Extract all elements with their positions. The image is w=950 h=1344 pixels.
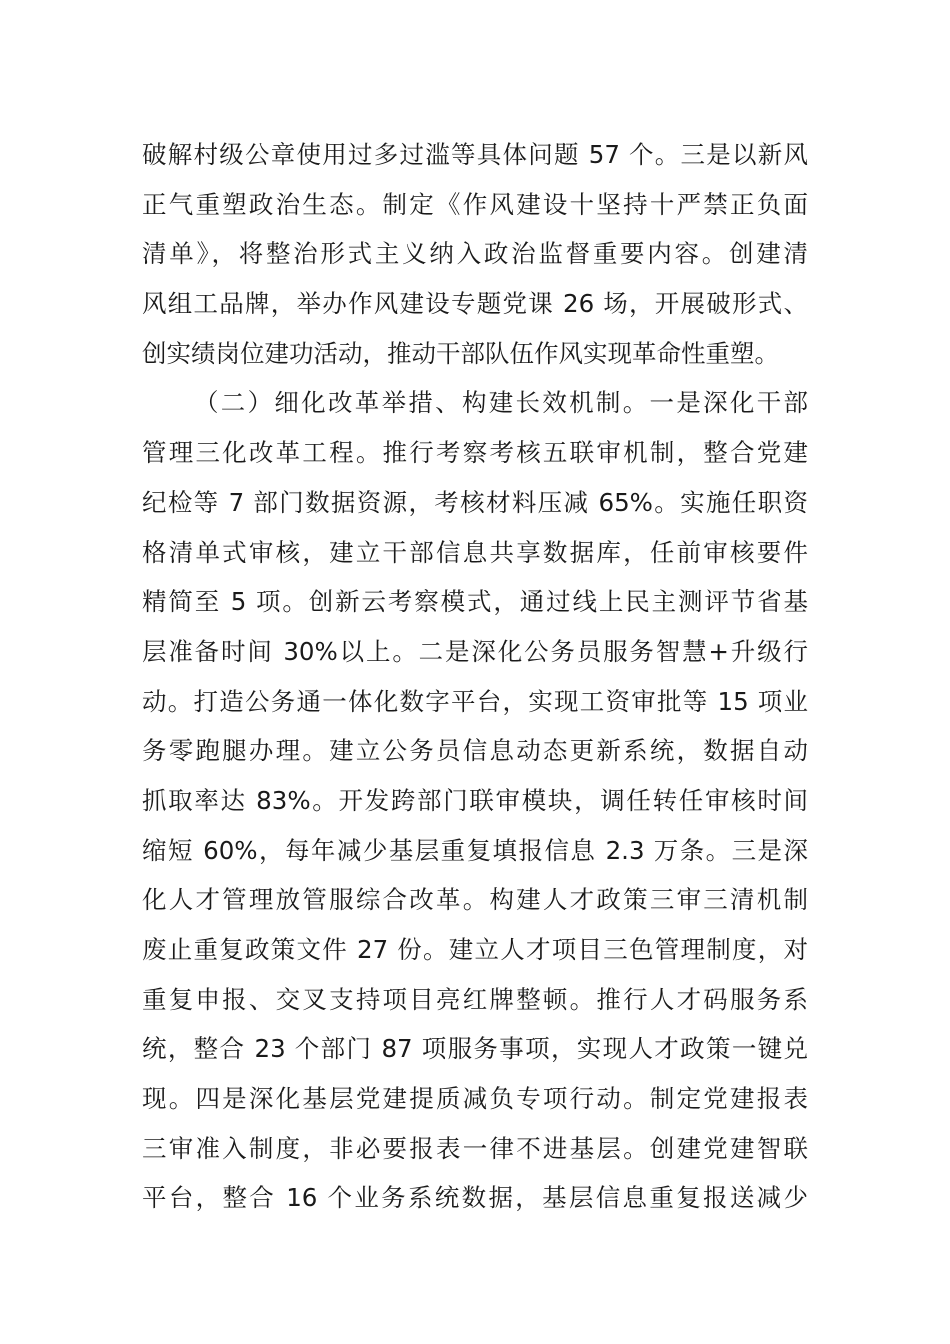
text-line: 缩短 60%，每年减少基层重复填报信息 2.3 万条。三是深 [142, 835, 808, 865]
text-line: 三审准入制度，非必要报表一律不进基层。创建党建智联 [142, 1133, 808, 1163]
body-text [142, 130, 808, 1223]
text-line: 重复申报、交叉支持项目亮红牌整顿。推行人才码服务系 [142, 984, 808, 1014]
text-line: 纪检等 7 部门数据资源，考核材料压减 65%。实施任职资 [142, 487, 808, 517]
text-line: 精简至 5 项。创新云考察模式，通过线上民主测评节省基 [142, 587, 808, 617]
text-line: 层准备时间 30%以上。二是深化公务员服务智慧+升级行 [142, 636, 808, 666]
section-heading-line: （二）细化改革举措、构建长效机制。一是深化干部 [194, 388, 808, 418]
text-line: 格清单式审核，建立干部信息共享数据库，任前审核要件 [142, 537, 808, 567]
text-line: 务零跑腿办理。建立公务员信息动态更新系统，数据自动 [142, 736, 808, 766]
text-line: 创实绩岗位建功活动，推动干部队伍作风实现革命性重塑。 [142, 338, 779, 368]
text-line: 管理三化改革工程。推行考察考核五联审机制，整合党建 [142, 438, 808, 468]
text-line: 清单》，将整治形式主义纳入政治监督重要内容。创建清 [142, 239, 808, 269]
text-line: 破解村级公章使用过多过滥等具体问题 57 个。三是以新风 [142, 140, 808, 169]
text-line: 废止重复政策文件 27 份。建立人才项目三色管理制度，对 [142, 935, 808, 964]
text-line: 抓取率达 83%。开发跨部门联审模块，调任转任审核时间 [142, 785, 808, 815]
text-line: 风组工品牌，举办作风建设专题党课 26 场，开展破形式、 [142, 289, 808, 319]
text-line: 动。打造公务通一体化数字平台，实现工资审批等 15 项业 [142, 686, 808, 716]
text-line: 统，整合 23 个部门 87 项服务事项，实现人才政策一键兑 [142, 1034, 808, 1064]
text-line: 化人才管理放管服综合改革。构建人才政策三审三清机制 [142, 885, 808, 915]
text-line: 平台，整合 16 个业务系统数据，基层信息重复报送减少 [142, 1183, 808, 1213]
text-line: 现。四是深化基层党建提质减负专项行动。制定党建报表 [142, 1084, 808, 1114]
text-line: 正气重塑政治生态。制定《作风建设十坚持十严禁正负面 [142, 189, 808, 219]
